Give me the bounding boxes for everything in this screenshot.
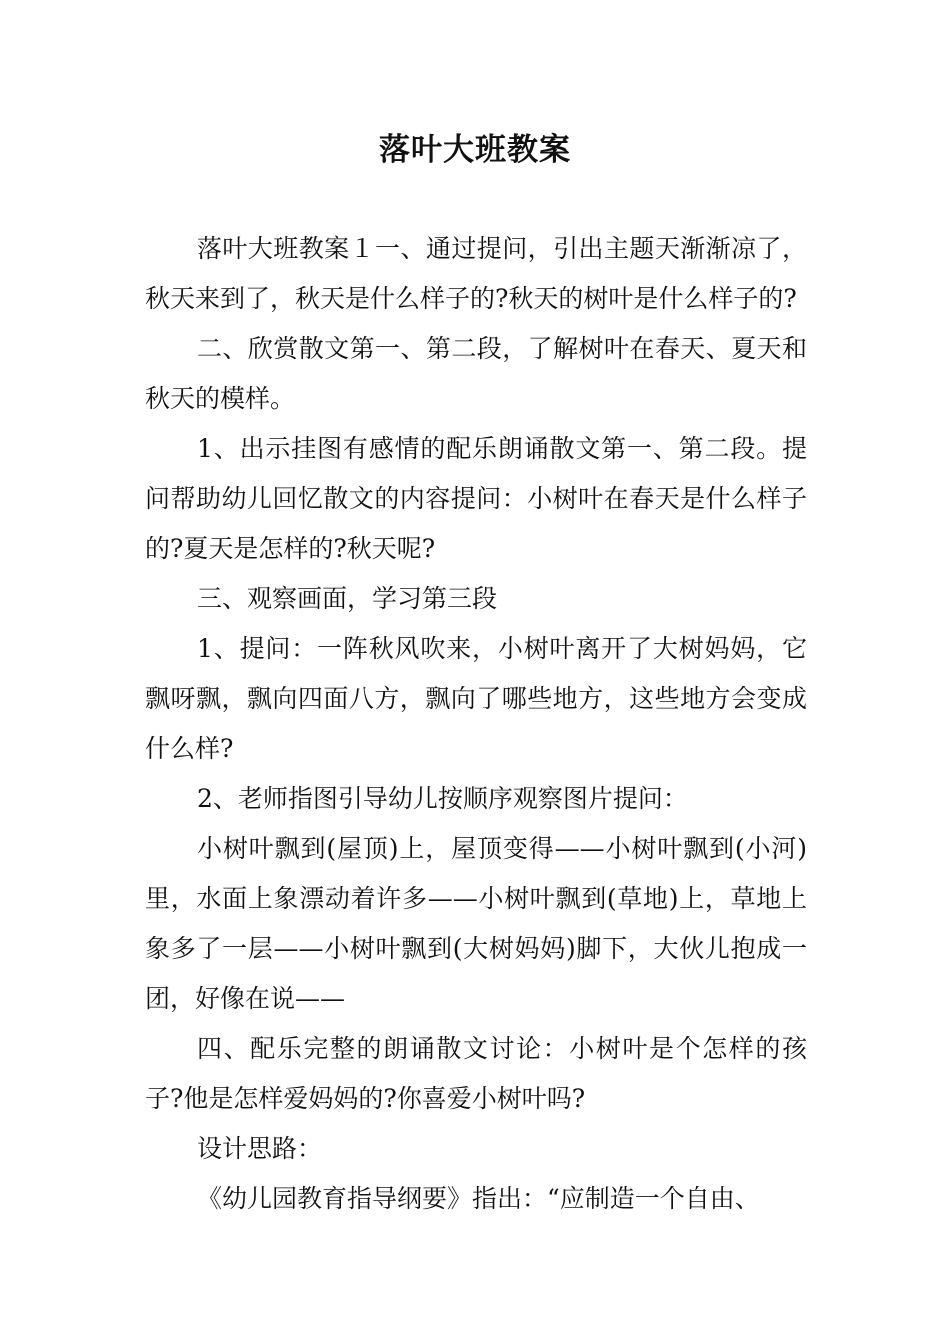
paragraph-question-two: 2、老师指图引导幼儿按顺序观察图片提问：: [197, 784, 688, 813]
paragraph-section-two: 二、欣赏散文第一、第二段，了解树叶在春天、夏天和秋天的模样。: [145, 334, 807, 413]
paragraph-design-heading: 设计思路：: [197, 1134, 323, 1163]
paragraph-guideline-quote: 《幼儿园教育指导纲要》指出：“应制造一个自由、: [197, 1184, 760, 1213]
document-title: 落叶大班教案: [379, 132, 571, 168]
paragraph-intro: 落叶大班教案１一、通过提问，引出主题天渐渐凉了，秋天来到了，秋天是什么样子的?秋天的树叶是什么样子的?: [145, 234, 807, 313]
paragraph-section-four: 四、配乐完整的朗诵散文讨论：小树叶是个怎样的孩子?他是怎样爱妈妈的?你喜爱小树叶吗?: [145, 1034, 807, 1113]
paragraph-section-three: 三、观察画面，学习第三段: [197, 584, 498, 613]
document-body: [145, 224, 807, 1224]
paragraph-leaf-journey: 小树叶飘到(屋顶)上，屋顶变得——小树叶飘到(小河)里，水面上象漂动着许多——小树叶飘到(草地)上，草地上象多了一层——小树叶飘到(大树妈妈)脚下，大伙儿抱成一团，好像在说——: [145, 834, 807, 1013]
paragraph-step-one: 1、出示挂图有感情的配乐朗诵散文第一、第二段。提问帮助幼儿回忆散文的内容提问：小树叶在春天是什么样子的?夏天是怎样的?秋天呢?: [145, 434, 807, 563]
paragraph-question-one: 1、提问：一阵秋风吹来，小树叶离开了大树妈妈，它飘呀飘，飘向四面八方，飘向了哪些地方，这些地方会变成什么样?: [145, 634, 807, 763]
